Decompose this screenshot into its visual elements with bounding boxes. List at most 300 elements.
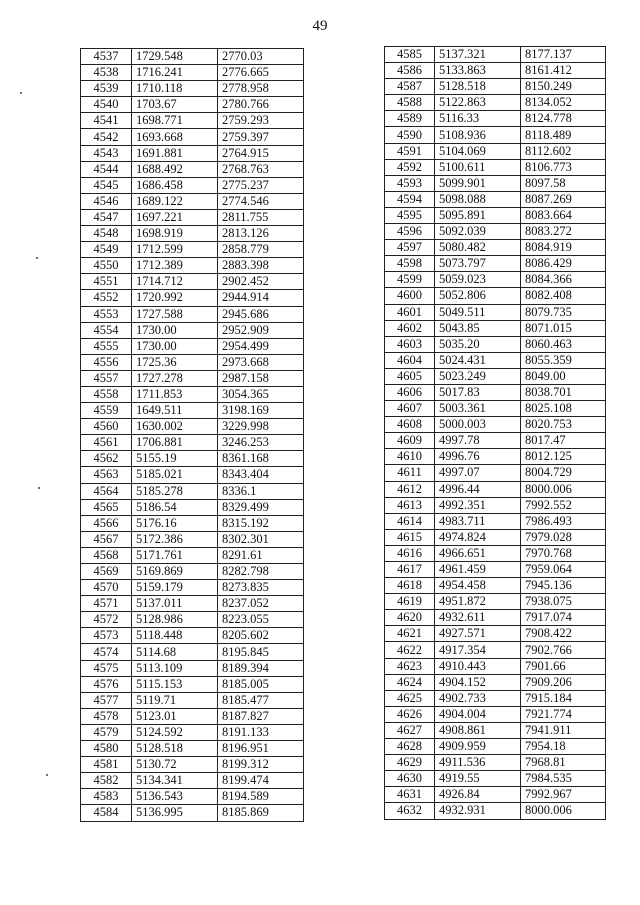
x-coordinate-cell: 5104.069 [435,143,521,159]
point-number-cell: 4557 [81,370,132,386]
table-row [385,207,606,223]
y-coordinate-cell: 7984.535 [521,771,606,787]
y-coordinate-cell: 7954.18 [521,739,606,755]
table-row [385,256,606,272]
y-coordinate-cell: 8000.006 [521,481,606,497]
x-coordinate-cell: 1711.853 [132,386,218,402]
table-row [81,97,304,113]
y-coordinate-cell: 2759.293 [218,113,304,129]
y-coordinate-cell: 8361.168 [218,451,304,467]
point-number-cell: 4625 [385,690,435,706]
x-coordinate-cell: 1649.511 [132,403,218,419]
x-coordinate-cell: 5098.088 [435,191,521,207]
y-coordinate-cell: 8086.429 [521,256,606,272]
x-coordinate-cell: 5116.33 [435,111,521,127]
table-row [385,658,606,674]
table-row [81,81,304,97]
table-row [385,674,606,690]
x-coordinate-cell: 1630.002 [132,419,218,435]
x-coordinate-cell: 1720.992 [132,290,218,306]
y-coordinate-cell: 7938.075 [521,594,606,610]
table-row [81,113,304,129]
x-coordinate-cell: 4996.44 [435,481,521,497]
x-coordinate-cell: 5100.611 [435,159,521,175]
point-number-cell: 4621 [385,626,435,642]
y-coordinate-cell: 2778.958 [218,81,304,97]
table-row [81,322,304,338]
point-number-cell: 4573 [81,628,132,644]
table-row [81,290,304,306]
point-number-cell: 4584 [81,805,132,821]
table-row [385,787,606,803]
table-row [81,596,304,612]
table-row [385,304,606,320]
x-coordinate-cell: 5052.806 [435,288,521,304]
y-coordinate-cell: 8000.006 [521,803,606,819]
point-number-cell: 4631 [385,787,435,803]
table-row [385,47,606,63]
x-coordinate-cell: 5186.54 [132,499,218,515]
table-row [81,354,304,370]
table-row [385,497,606,513]
y-coordinate-cell: 2764.915 [218,145,304,161]
table-row [385,143,606,159]
y-coordinate-cell: 8004.729 [521,465,606,481]
point-number-cell: 4577 [81,692,132,708]
point-number-cell: 4547 [81,209,132,225]
y-coordinate-cell: 8205.602 [218,628,304,644]
point-number-cell: 4616 [385,545,435,561]
table-row [81,483,304,499]
y-coordinate-cell: 3246.253 [218,435,304,451]
y-coordinate-cell: 8223.055 [218,612,304,628]
x-coordinate-cell: 1686.458 [132,177,218,193]
point-number-cell: 4593 [385,175,435,191]
x-coordinate-cell: 1693.668 [132,129,218,145]
y-coordinate-cell: 8336.1 [218,483,304,499]
point-number-cell: 4580 [81,741,132,757]
x-coordinate-cell: 4997.78 [435,433,521,449]
coordinate-table-right [384,46,606,820]
y-coordinate-cell: 7992.552 [521,497,606,513]
y-coordinate-cell: 8196.951 [218,741,304,757]
y-coordinate-cell: 8071.015 [521,320,606,336]
table-row [81,757,304,773]
point-number-cell: 4585 [385,47,435,63]
table-row [385,320,606,336]
point-number-cell: 4560 [81,419,132,435]
x-coordinate-cell: 5000.003 [435,417,521,433]
point-number-cell: 4595 [385,207,435,223]
table-row [385,803,606,819]
y-coordinate-cell: 2902.452 [218,274,304,290]
table-row [81,467,304,483]
table-row [81,419,304,435]
x-coordinate-cell: 1688.492 [132,161,218,177]
table-row [385,159,606,175]
y-coordinate-cell: 2973.668 [218,354,304,370]
table-row [81,193,304,209]
table-row [81,161,304,177]
y-coordinate-cell: 8302.301 [218,531,304,547]
y-coordinate-cell: 7917.074 [521,610,606,626]
point-number-cell: 4610 [385,449,435,465]
y-coordinate-cell: 2954.499 [218,338,304,354]
point-number-cell: 4539 [81,81,132,97]
x-coordinate-cell: 5159.179 [132,580,218,596]
scan-speck [20,92,22,94]
table-row [81,242,304,258]
y-coordinate-cell: 8017.47 [521,433,606,449]
y-coordinate-cell: 8189.394 [218,660,304,676]
table-row [385,465,606,481]
table-row [81,580,304,596]
y-coordinate-cell: 3229.998 [218,419,304,435]
y-coordinate-cell: 2780.766 [218,97,304,113]
x-coordinate-cell: 1698.771 [132,113,218,129]
y-coordinate-cell: 7915.184 [521,690,606,706]
table-row [385,224,606,240]
x-coordinate-cell: 4954.458 [435,578,521,594]
x-coordinate-cell: 5024.431 [435,352,521,368]
y-coordinate-cell: 8194.589 [218,789,304,805]
y-coordinate-cell: 8124.778 [521,111,606,127]
table-row [385,626,606,642]
table-row [81,676,304,692]
y-coordinate-cell: 7986.493 [521,513,606,529]
y-coordinate-cell: 2775.237 [218,177,304,193]
y-coordinate-cell: 2770.03 [218,49,304,65]
table-row [385,562,606,578]
y-coordinate-cell: 2774.546 [218,193,304,209]
point-number-cell: 4549 [81,242,132,258]
y-coordinate-cell: 8329.499 [218,499,304,515]
point-number-cell: 4553 [81,306,132,322]
point-number-cell: 4563 [81,467,132,483]
point-number-cell: 4574 [81,644,132,660]
table-row [81,338,304,354]
coordinate-table-left [80,48,304,822]
point-number-cell: 4590 [385,127,435,143]
point-number-cell: 4544 [81,161,132,177]
x-coordinate-cell: 5035.20 [435,336,521,352]
y-coordinate-cell: 8012.125 [521,449,606,465]
table-row [81,451,304,467]
point-number-cell: 4551 [81,274,132,290]
point-number-cell: 4612 [385,481,435,497]
point-number-cell: 4588 [385,95,435,111]
point-number-cell: 4609 [385,433,435,449]
point-number-cell: 4594 [385,191,435,207]
table-row [385,755,606,771]
y-coordinate-cell: 8315.192 [218,515,304,531]
scan-speck [38,487,40,489]
x-coordinate-cell: 4932.931 [435,803,521,819]
x-coordinate-cell: 5043.85 [435,320,521,336]
table-row [385,690,606,706]
x-coordinate-cell: 5073.797 [435,256,521,272]
table-row [385,288,606,304]
y-coordinate-cell: 8177.137 [521,47,606,63]
x-coordinate-cell: 1703.67 [132,97,218,113]
y-coordinate-cell: 8195.845 [218,644,304,660]
table-row [385,191,606,207]
point-number-cell: 4562 [81,451,132,467]
table-row [385,545,606,561]
table-row [385,111,606,127]
y-coordinate-cell: 7921.774 [521,706,606,722]
table-row [385,529,606,545]
x-coordinate-cell: 4909.959 [435,739,521,755]
point-number-cell: 4620 [385,610,435,626]
x-coordinate-cell: 1706.881 [132,435,218,451]
table-row [385,722,606,738]
x-coordinate-cell: 5134.341 [132,773,218,789]
point-number-cell: 4619 [385,594,435,610]
x-coordinate-cell: 4908.861 [435,722,521,738]
y-coordinate-cell: 8083.272 [521,224,606,240]
x-coordinate-cell: 4926.84 [435,787,521,803]
x-coordinate-cell: 5059.023 [435,272,521,288]
point-number-cell: 4598 [385,256,435,272]
x-coordinate-cell: 5023.249 [435,368,521,384]
x-coordinate-cell: 5124.592 [132,724,218,740]
y-coordinate-cell: 2883.398 [218,258,304,274]
table-row [81,145,304,161]
y-coordinate-cell: 8191.133 [218,724,304,740]
y-coordinate-cell: 8112.602 [521,143,606,159]
point-number-cell: 4592 [385,159,435,175]
y-coordinate-cell: 8083.664 [521,207,606,223]
y-coordinate-cell: 8038.701 [521,384,606,400]
point-number-cell: 4611 [385,465,435,481]
point-number-cell: 4552 [81,290,132,306]
table-row [385,449,606,465]
point-number-cell: 4614 [385,513,435,529]
x-coordinate-cell: 5099.901 [435,175,521,191]
y-coordinate-cell: 7909.206 [521,674,606,690]
y-coordinate-cell: 8097.58 [521,175,606,191]
y-coordinate-cell: 8185.477 [218,692,304,708]
y-coordinate-cell: 7970.768 [521,545,606,561]
x-coordinate-cell: 5136.995 [132,805,218,821]
table-row [385,642,606,658]
table-row [81,274,304,290]
table-row [81,708,304,724]
x-coordinate-cell: 4902.733 [435,690,521,706]
x-coordinate-cell: 1712.389 [132,258,218,274]
coordinate-table-left-body [81,49,304,822]
point-number-cell: 4558 [81,386,132,402]
table-row [81,435,304,451]
point-number-cell: 4623 [385,658,435,674]
point-number-cell: 4570 [81,580,132,596]
point-number-cell: 4583 [81,789,132,805]
table-row [385,594,606,610]
point-number-cell: 4546 [81,193,132,209]
y-coordinate-cell: 2811.755 [218,209,304,225]
x-coordinate-cell: 5172.386 [132,531,218,547]
y-coordinate-cell: 2776.665 [218,65,304,81]
point-number-cell: 4632 [385,803,435,819]
table-row [81,692,304,708]
table-row [385,578,606,594]
table-row [81,789,304,805]
point-number-cell: 4591 [385,143,435,159]
x-coordinate-cell: 5137.321 [435,47,521,63]
y-coordinate-cell: 2944.914 [218,290,304,306]
point-number-cell: 4582 [81,773,132,789]
x-coordinate-cell: 5137.011 [132,596,218,612]
table-row [385,63,606,79]
point-number-cell: 4542 [81,129,132,145]
point-number-cell: 4613 [385,497,435,513]
table-row [385,417,606,433]
point-number-cell: 4543 [81,145,132,161]
y-coordinate-cell: 8055.359 [521,352,606,368]
x-coordinate-cell: 4961.459 [435,562,521,578]
y-coordinate-cell: 2858.779 [218,242,304,258]
point-number-cell: 4576 [81,676,132,692]
point-number-cell: 4578 [81,708,132,724]
point-number-cell: 4617 [385,562,435,578]
x-coordinate-cell: 4983.711 [435,513,521,529]
x-coordinate-cell: 5092.039 [435,224,521,240]
x-coordinate-cell: 4974.824 [435,529,521,545]
x-coordinate-cell: 5080.482 [435,240,521,256]
scan-speck [46,774,48,776]
point-number-cell: 4581 [81,757,132,773]
y-coordinate-cell: 7908.422 [521,626,606,642]
table-row [385,240,606,256]
point-number-cell: 4561 [81,435,132,451]
point-number-cell: 4606 [385,384,435,400]
table-row [385,771,606,787]
y-coordinate-cell: 8273.835 [218,580,304,596]
point-number-cell: 4600 [385,288,435,304]
x-coordinate-cell: 4992.351 [435,497,521,513]
x-coordinate-cell: 1727.278 [132,370,218,386]
x-coordinate-cell: 1712.599 [132,242,218,258]
y-coordinate-cell: 8118.489 [521,127,606,143]
point-number-cell: 4572 [81,612,132,628]
point-number-cell: 4537 [81,49,132,65]
table-row [81,403,304,419]
table-row [81,177,304,193]
x-coordinate-cell: 4911.536 [435,755,521,771]
point-number-cell: 4597 [385,240,435,256]
y-coordinate-cell: 8291.61 [218,547,304,563]
x-coordinate-cell: 5003.361 [435,401,521,417]
x-coordinate-cell: 5171.761 [132,547,218,563]
x-coordinate-cell: 5155.19 [132,451,218,467]
y-coordinate-cell: 2987.158 [218,370,304,386]
table-row [81,805,304,821]
page-number: 49 [312,18,328,34]
x-coordinate-cell: 1698.919 [132,226,218,242]
point-number-cell: 4626 [385,706,435,722]
table-row [385,433,606,449]
point-number-cell: 4628 [385,739,435,755]
point-number-cell: 4586 [385,63,435,79]
point-number-cell: 4618 [385,578,435,594]
x-coordinate-cell: 5115.153 [132,676,218,692]
point-number-cell: 4599 [385,272,435,288]
table-row [81,499,304,515]
point-number-cell: 4538 [81,65,132,81]
x-coordinate-cell: 1691.881 [132,145,218,161]
point-number-cell: 4566 [81,515,132,531]
y-coordinate-cell: 2813.126 [218,226,304,242]
x-coordinate-cell: 4932.611 [435,610,521,626]
table-row [81,660,304,676]
table-row [81,531,304,547]
y-coordinate-cell: 8282.798 [218,564,304,580]
point-number-cell: 4568 [81,547,132,563]
point-number-cell: 4602 [385,320,435,336]
y-coordinate-cell: 8025.108 [521,401,606,417]
y-coordinate-cell: 3054.365 [218,386,304,402]
point-number-cell: 4579 [81,724,132,740]
y-coordinate-cell: 8237.052 [218,596,304,612]
y-coordinate-cell: 7941.911 [521,722,606,738]
y-coordinate-cell: 8106.773 [521,159,606,175]
x-coordinate-cell: 5130.72 [132,757,218,773]
y-coordinate-cell: 2945.686 [218,306,304,322]
point-number-cell: 4567 [81,531,132,547]
point-number-cell: 4596 [385,224,435,240]
point-number-cell: 4615 [385,529,435,545]
y-coordinate-cell: 8049.00 [521,368,606,384]
table-row [81,724,304,740]
x-coordinate-cell: 1727.588 [132,306,218,322]
x-coordinate-cell: 4904.004 [435,706,521,722]
table-row [81,644,304,660]
point-number-cell: 4540 [81,97,132,113]
table-row [81,564,304,580]
y-coordinate-cell: 2768.763 [218,161,304,177]
x-coordinate-cell: 5176.16 [132,515,218,531]
y-coordinate-cell: 8020.753 [521,417,606,433]
table-row [385,79,606,95]
y-coordinate-cell: 3198.169 [218,403,304,419]
x-coordinate-cell: 5118.448 [132,628,218,644]
y-coordinate-cell: 8082.408 [521,288,606,304]
point-number-cell: 4569 [81,564,132,580]
y-coordinate-cell: 8079.735 [521,304,606,320]
point-number-cell: 4604 [385,352,435,368]
point-number-cell: 4548 [81,226,132,242]
x-coordinate-cell: 1697.221 [132,209,218,225]
table-row [81,386,304,402]
y-coordinate-cell: 7945.136 [521,578,606,594]
y-coordinate-cell: 8134.052 [521,95,606,111]
table-row [385,272,606,288]
table-row [385,352,606,368]
y-coordinate-cell: 7968.81 [521,755,606,771]
y-coordinate-cell: 8199.474 [218,773,304,789]
y-coordinate-cell: 8343.404 [218,467,304,483]
point-number-cell: 4554 [81,322,132,338]
point-number-cell: 4607 [385,401,435,417]
y-coordinate-cell: 8199.312 [218,757,304,773]
x-coordinate-cell: 5128.518 [435,79,521,95]
x-coordinate-cell: 5114.68 [132,644,218,660]
point-number-cell: 4601 [385,304,435,320]
y-coordinate-cell: 7902.766 [521,642,606,658]
y-coordinate-cell: 8060.463 [521,336,606,352]
table-row [385,368,606,384]
